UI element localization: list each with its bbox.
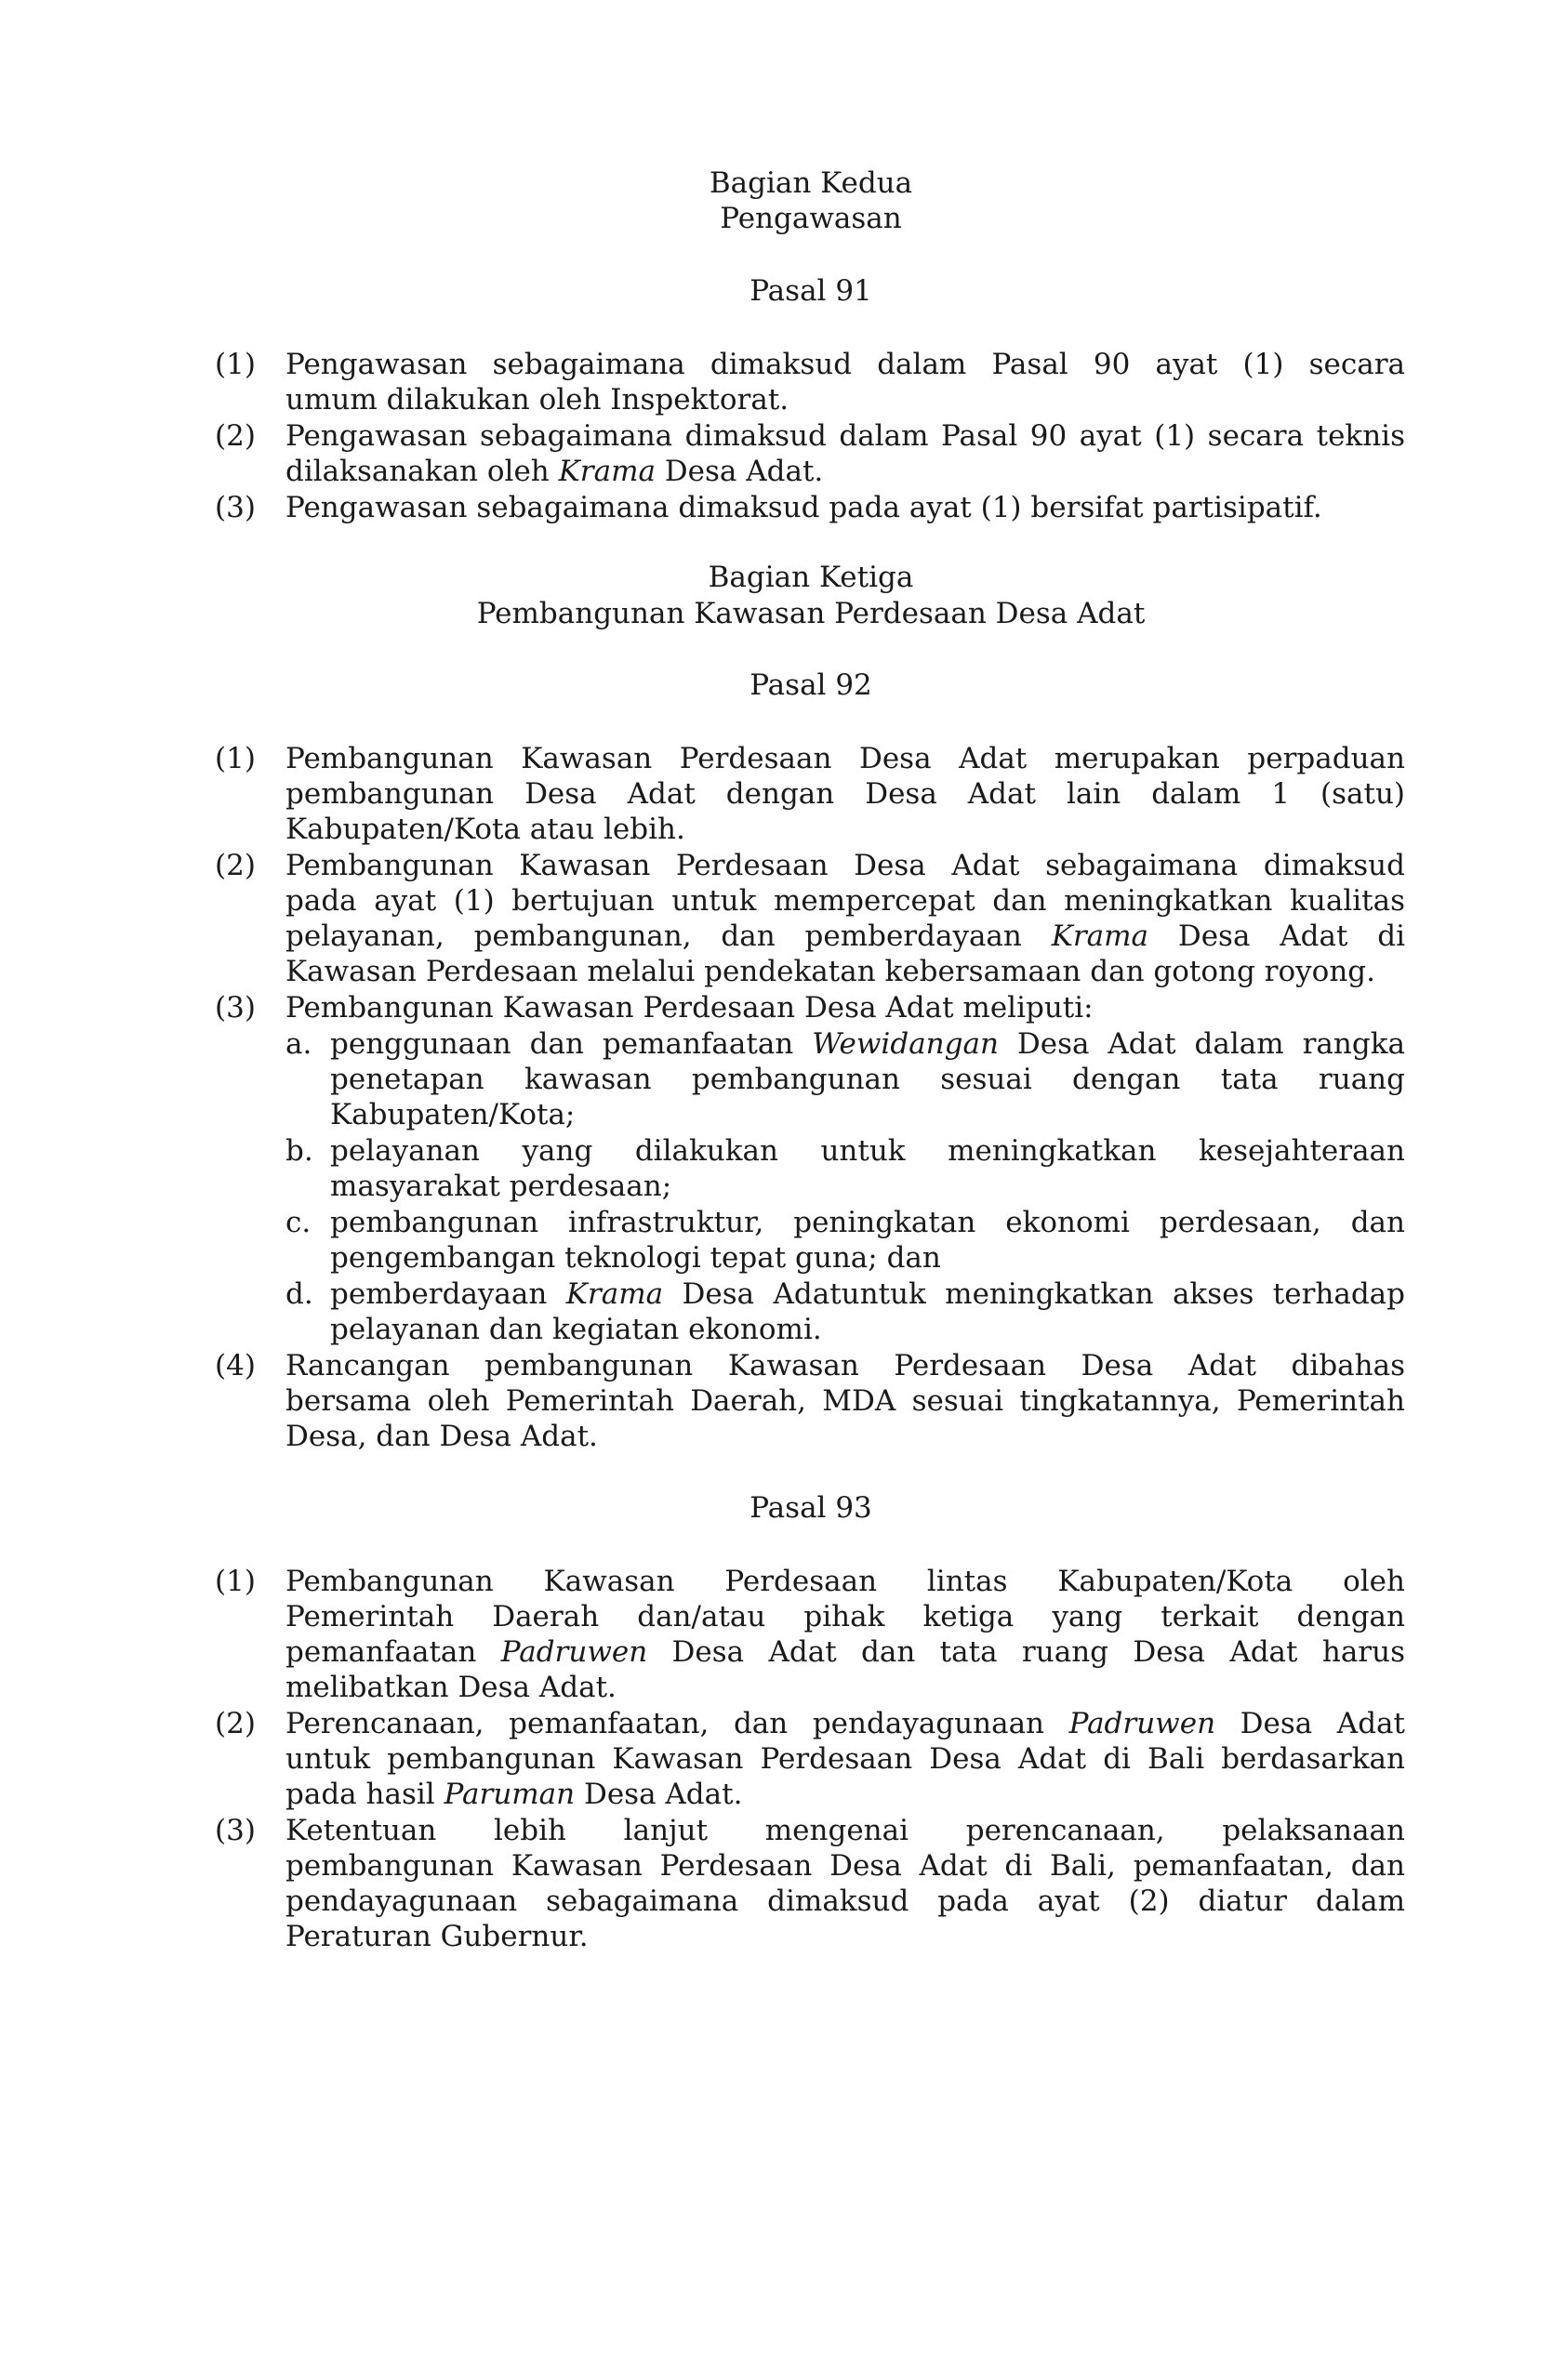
list-item-text: pelayanan dan kegiatan ekonomi. [330, 1313, 822, 1346]
italic-term: Paruman [444, 1778, 576, 1811]
paragraph-text: untuk pembangunan Kawasan Perdesaan Desa Adat di Bali berdasarkan [285, 1742, 1405, 1776]
paragraph-number: (1) [215, 1565, 256, 1598]
paragraph-text: melibatkan Desa Adat. [285, 1671, 617, 1704]
paragraph-text: Kabupaten/Kota atau lebih. [285, 813, 685, 846]
list-letter: b. [285, 1134, 313, 1168]
paragraph-text: Pembangunan Kawasan Perdesaan Desa Adat sebagaimana dimaksud [285, 849, 1405, 882]
paragraph-number: (3) [215, 491, 256, 524]
paragraph-text: pemanfaatan Padruwen Desa Adat dan tata ruang Desa Adat harus [285, 1635, 1405, 1669]
list-item-text: pelayanan yang dilakukan untuk meningkatkan kesejahteraan [330, 1134, 1405, 1168]
paragraph-text: pembangunan Desa Adat dengan Desa Adat lain dalam 1 (satu) [285, 777, 1405, 811]
italic-term: Padruwen [1068, 1707, 1216, 1740]
article-title: Pasal 91 [749, 274, 872, 308]
paragraph-text: pendayagunaan sebagaimana dimaksud pada ayat (2) diatur dalam [285, 1884, 1405, 1918]
paragraph-text: Pengawasan sebagaimana dimaksud dalam Pasal 90 ayat (1) secara teknis [285, 419, 1405, 453]
list-item-text: pembangunan infrastruktur, peningkatan ekonomi perdesaan, dan [330, 1206, 1405, 1239]
paragraph-text: Desa, dan Desa Adat. [285, 1420, 598, 1453]
paragraph-text: dilaksanakan oleh Krama Desa Adat. [285, 455, 824, 488]
paragraph-text: Pengawasan sebagaimana dimaksud dalam Pasal 90 ayat (1) secara [285, 348, 1405, 381]
paragraph-text: Peraturan Gubernur. [285, 1920, 589, 1953]
italic-term: Krama [558, 455, 656, 488]
paragraph-text: Pembangunan Kawasan Perdesaan lintas Kabupaten/Kota oleh [285, 1565, 1405, 1598]
italic-term: Padruwen [500, 1635, 648, 1669]
paragraph-number: (1) [215, 742, 256, 775]
paragraph-number: (1) [215, 348, 256, 381]
article-title: Pasal 93 [749, 1491, 872, 1525]
list-item-text: penetapan kawasan pembangunan sesuai dengan tata ruang [330, 1063, 1405, 1096]
paragraph-text: pembangunan Kawasan Perdesaan Desa Adat di Bali, pemanfaatan, dan [285, 1849, 1405, 1883]
list-letter: a. [285, 1027, 312, 1061]
paragraph-text: Rancangan pembangunan Kawasan Perdesaan Desa Adat dibahas [285, 1349, 1405, 1382]
section-heading: Bagian Kedua [709, 166, 913, 200]
paragraph-text: umum dilakukan oleh Inspektorat. [285, 383, 789, 416]
paragraph-text: Kawasan Perdesaan melalui pendekatan kebersamaan dan gotong royong. [285, 955, 1376, 988]
paragraph-number: (3) [215, 991, 256, 1025]
paragraph-text: Ketentuan lebih lanjut mengenai perencanaan, pelaksanaan [285, 1814, 1405, 1847]
paragraph-text: Pengawasan sebagaimana dimaksud pada ayat (1) bersifat partisipatif. [285, 491, 1322, 524]
paragraph-number: (2) [215, 419, 256, 453]
paragraph-number: (2) [215, 849, 256, 882]
list-letter: c. [285, 1206, 312, 1239]
italic-term: Krama [565, 1277, 664, 1311]
list-letter: d. [285, 1277, 313, 1311]
italic-term: Krama [1051, 919, 1149, 953]
section-heading: Bagian Ketiga [708, 561, 914, 594]
paragraph-text: pada ayat (1) bertujuan untuk mempercepat dan meningkatkan kualitas [285, 884, 1405, 918]
paragraph-text: pada hasil Paruman Desa Adat. [285, 1778, 743, 1811]
paragraph-text: Pembangunan Kawasan Perdesaan Desa Adat merupakan perpaduan [285, 742, 1405, 775]
paragraph-text: Perencanaan, pemanfaatan, dan pendayagunaan Padruwen Desa Adat [285, 1707, 1405, 1740]
section-subheading: Pengawasan [720, 202, 902, 235]
paragraph-text: Pemerintah Daerah dan/atau pihak ketiga yang terkait dengan [285, 1600, 1405, 1633]
list-item-text: pengembangan teknologi tepat guna; dan [330, 1241, 941, 1275]
paragraph-text: pelayanan, pembangunan, dan pemberdayaan Krama Desa Adat di [285, 919, 1405, 953]
paragraph-text: Pembangunan Kawasan Perdesaan Desa Adat meliputi: [285, 991, 1094, 1025]
section-subheading: Pembangunan Kawasan Perdesaan Desa Adat [476, 597, 1146, 630]
list-item-text: masyarakat perdesaan; [330, 1170, 672, 1203]
paragraph-number: (4) [215, 1349, 256, 1382]
italic-term: Wewidangan [812, 1027, 999, 1061]
paragraph-number: (2) [215, 1707, 256, 1740]
list-item-text: Kabupaten/Kota; [330, 1098, 576, 1131]
article-title: Pasal 92 [749, 668, 872, 702]
paragraph-text: bersama oleh Pemerintah Daerah, MDA sesuai tingkatannya, Pemerintah [285, 1384, 1405, 1418]
list-item-text: penggunaan dan pemanfaatan Wewidangan Desa Adat dalam rangka [330, 1027, 1405, 1061]
paragraph-number: (3) [215, 1814, 256, 1847]
list-item-text: pemberdayaan Krama Desa Adatuntuk meningkatkan akses terhadap [330, 1277, 1406, 1311]
